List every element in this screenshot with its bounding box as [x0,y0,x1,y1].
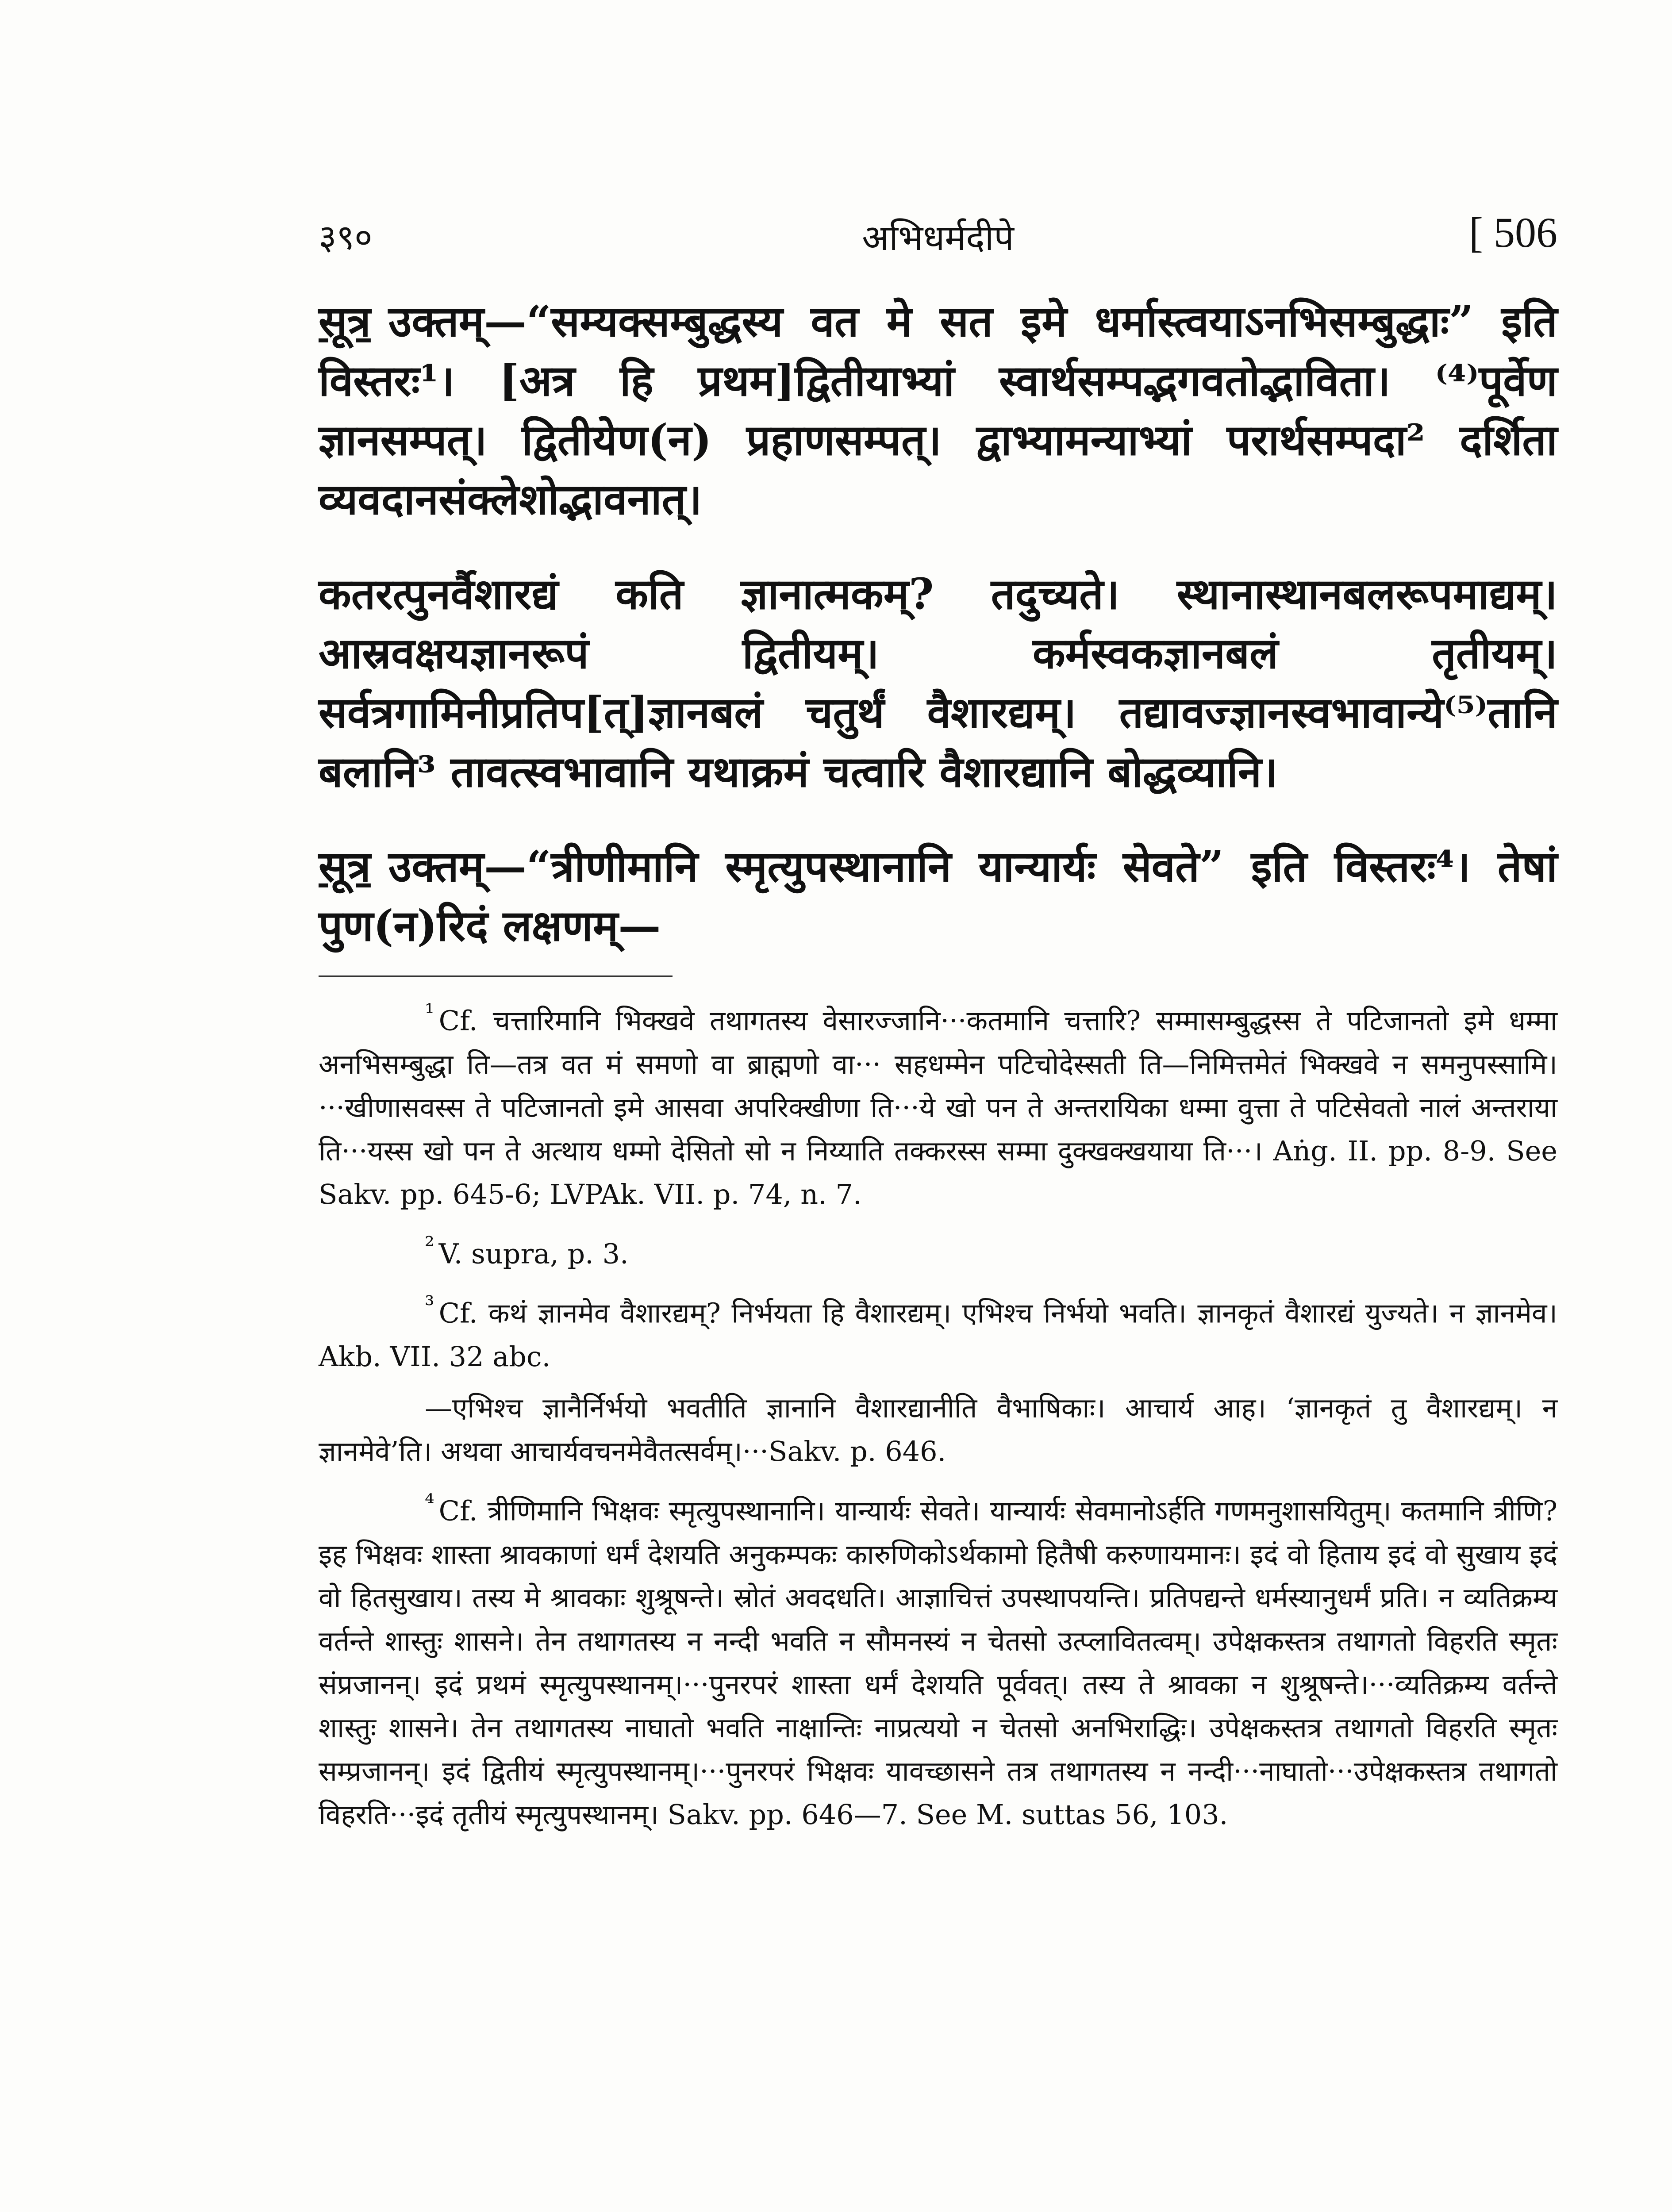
paragraph-2: कतरत्पुनर्वैशारद्यं कति ज्ञानात्मकम्? तदुच्यते। स्थानास्थानबलरूपमाद्यम्। आस्रवक्षयज्ञानरूपं द्वितीयम्। कर्मस्वकज्ञानबलं तृतीयम्। सर्वत्रगामिनीप्रतिप[त्]ज्ञानबलं चतुर्थं वैशारद्यम्। तद्यावज्ज्ञानस्वभावान्ये⁽⁵⁾तानि बलानि³ तावत्स्वभावानि यथाक्रमं चत्वारि वैशारद्यानि बोद्धव्यानि। [319,569,1557,797]
footnote-text: V. supra, p. 3. [438,1237,629,1270]
footnote-1 [319,991,1557,1216]
footnote-3 [319,1283,1557,1379]
footnote-text: Cf. त्रीणिमानि भिक्षवः स्मृत्युपस्थानानि। यान्यार्यः सेवते। यान्यार्यः सेवमानोऽर्हति गणमनुशासयितुम्। कतमानि त्रीणि? इह भिक्षवः शास्ता श्रावकाणां धर्मं देशयति अनुकम्पकः कारुणिकोऽर्थकामो हितैषी करुणायमानः। इदं वो हिताय इदं वो सुखाय इदं वो हितसुखाय। तस्य मे श्रावकाः शुश्रूषन्ते। स्रोतं अवदधति। आज्ञाचित्तं उपस्थापयन्ति। प्रतिपद्यन्ते धर्मस्यानुधर्मं प्रति। न व्यतिक्रम्य वर्तन्ते शास्तुः शासने। तेन तथागतस्य न नन्दी भवति न सौमनस्यं न चेतसो उत्प्लावितत्वम्। उपेक्षकस्तत्र तथागतो विहरति स्मृतः संप्रजानन्। इदं प्रथमं स्मृत्युपस्थानम्।···पुनरपरं शास्ता धर्मं देशयति पूर्ववत्। तस्य ते श्रावका न शुश्रूषन्ते।···व्यतिक्रम्य वर्तन्ते शास्तुः शासने। तेन तथागतस्य नाघातो भवति नाक्षान्तिः नाप्रत्ययो न चेतसो अनभिराद्धिः। उपेक्षकस्तत्र तथागतो विहरति स्मृतः सम्प्रजानन्। इदं द्वितीयं स्मृत्युपस्थानम्।···पुनरपरं भिक्षवः यावच्छासने तत्र तथागतस्य न नन्दी···नाघातो···उपेक्षकस्तत्र तथागतो विहरति···इदं तृतीयं स्मृत्युपस्थानम्। Sakv. pp. 646—7. See M. suttas 56, 103. [319,1494,1557,1831]
footnote-4 [319,1481,1557,1836]
main-text [319,292,1557,991]
footnote-2 [319,1224,1557,1276]
sutra-label: सूत्र [319,296,371,346]
footnote-mark: ² [425,1231,434,1260]
footnote-mark: ⁴ [425,1488,434,1517]
sutra-text: उक्तम्—“सम्यक्सम्बुद्धस्य वत मे सत इमे धर्मास्त्वयाऽनभिसम्बुद्धाः” इति विस्तरः¹। [अत्र हि प्रथम]द्वितीयाभ्यां स्वार्थसम्पद्भगवतोद्भाविता। ⁽⁴⁾पूर्वेण ज्ञानसम्पत्। द्वितीयेण(न) प्रहाणसम्पत्। द्वाभ्यामन्याभ्यां परार्थसम्पदा² दर्शिता व्यवदानसंक्लेशोद्भावनात्। [319,296,1557,524]
footnote-text: Cf. चत्तारिमानि भिक्खवे तथागतस्य वेसारज्जानि···कतमानि चत्तारि? सम्मासम्बुद्धस्स ते पटिजानतो इमे धम्मा अनभिसम्बुद्धा ति—तत्र वत मं समणो वा ब्राह्मणो वा··· सहधम्मेन पटिचोदेस्सती ति—निमित्तमेतं भिक्खवे न समनुपस्सामि। ···खीणासवस्स ते पटिजानतो इमे आसवा अपरिक्खीणा ति···ये खो पन ते अन्तरायिका धम्मा वुत्ता ते पटिसेवतो नालं अन्तराया ति···यस्स खो पन ते अत्थाय धम्मो देसितो सो न निय्याति तक्करस्स सम्मा दुक्खक्खयाया ति···। Aṅg. II. pp. 8-9. See Sakv. pp. 645-6; LVPAk. VII. p. 74, n. 7. [319,1004,1557,1210]
running-title: अभिधर्मदीपे [862,217,1014,258]
footnote-mark: ³ [425,1291,434,1319]
footnotes [319,991,1557,1844]
footnote-divider [319,975,673,977]
sutra-text: उक्तम्—“त्रीणीमानि स्मृत्युपस्थानानि यान्यार्यः सेवते” इति विस्तरः⁴। तेषां पुण(न)रिदं लक्षणम्— [319,841,1557,951]
sutra-paragraph-2 [319,837,1557,956]
sutra-paragraph-1 [319,292,1557,529]
footnote-mark: ¹ [425,998,434,1026]
section-number: [ 506 [1469,209,1557,256]
sutra-label: सूत्र [319,841,371,891]
footnote-text: Cf. कथं ज्ञानमेव वैशारद्यम्? निर्भयता हि वैशारद्यम्। एभिश्च निर्भयो भवति। ज्ञानकृतं वैशारद्यं युज्यते। न ज्ञानमेव। Akb. VII. 32 abc. [319,1297,1557,1373]
running-header [319,208,1557,270]
footnote-3-continued: —एभिश्च ज्ञानैर्निर्भयो भवतीति ज्ञानानि वैशारद्यानीति वैभाषिकाः। आचार्य आह। ‘ज्ञानकृतं तु वैशारद्यम्। न ज्ञानमेवे’ति। अथवा आचार्यवचनमेवैतत्सर्वम्।···Sakv. p. 646. [319,1391,1557,1467]
page-number: ३९० [319,218,373,257]
